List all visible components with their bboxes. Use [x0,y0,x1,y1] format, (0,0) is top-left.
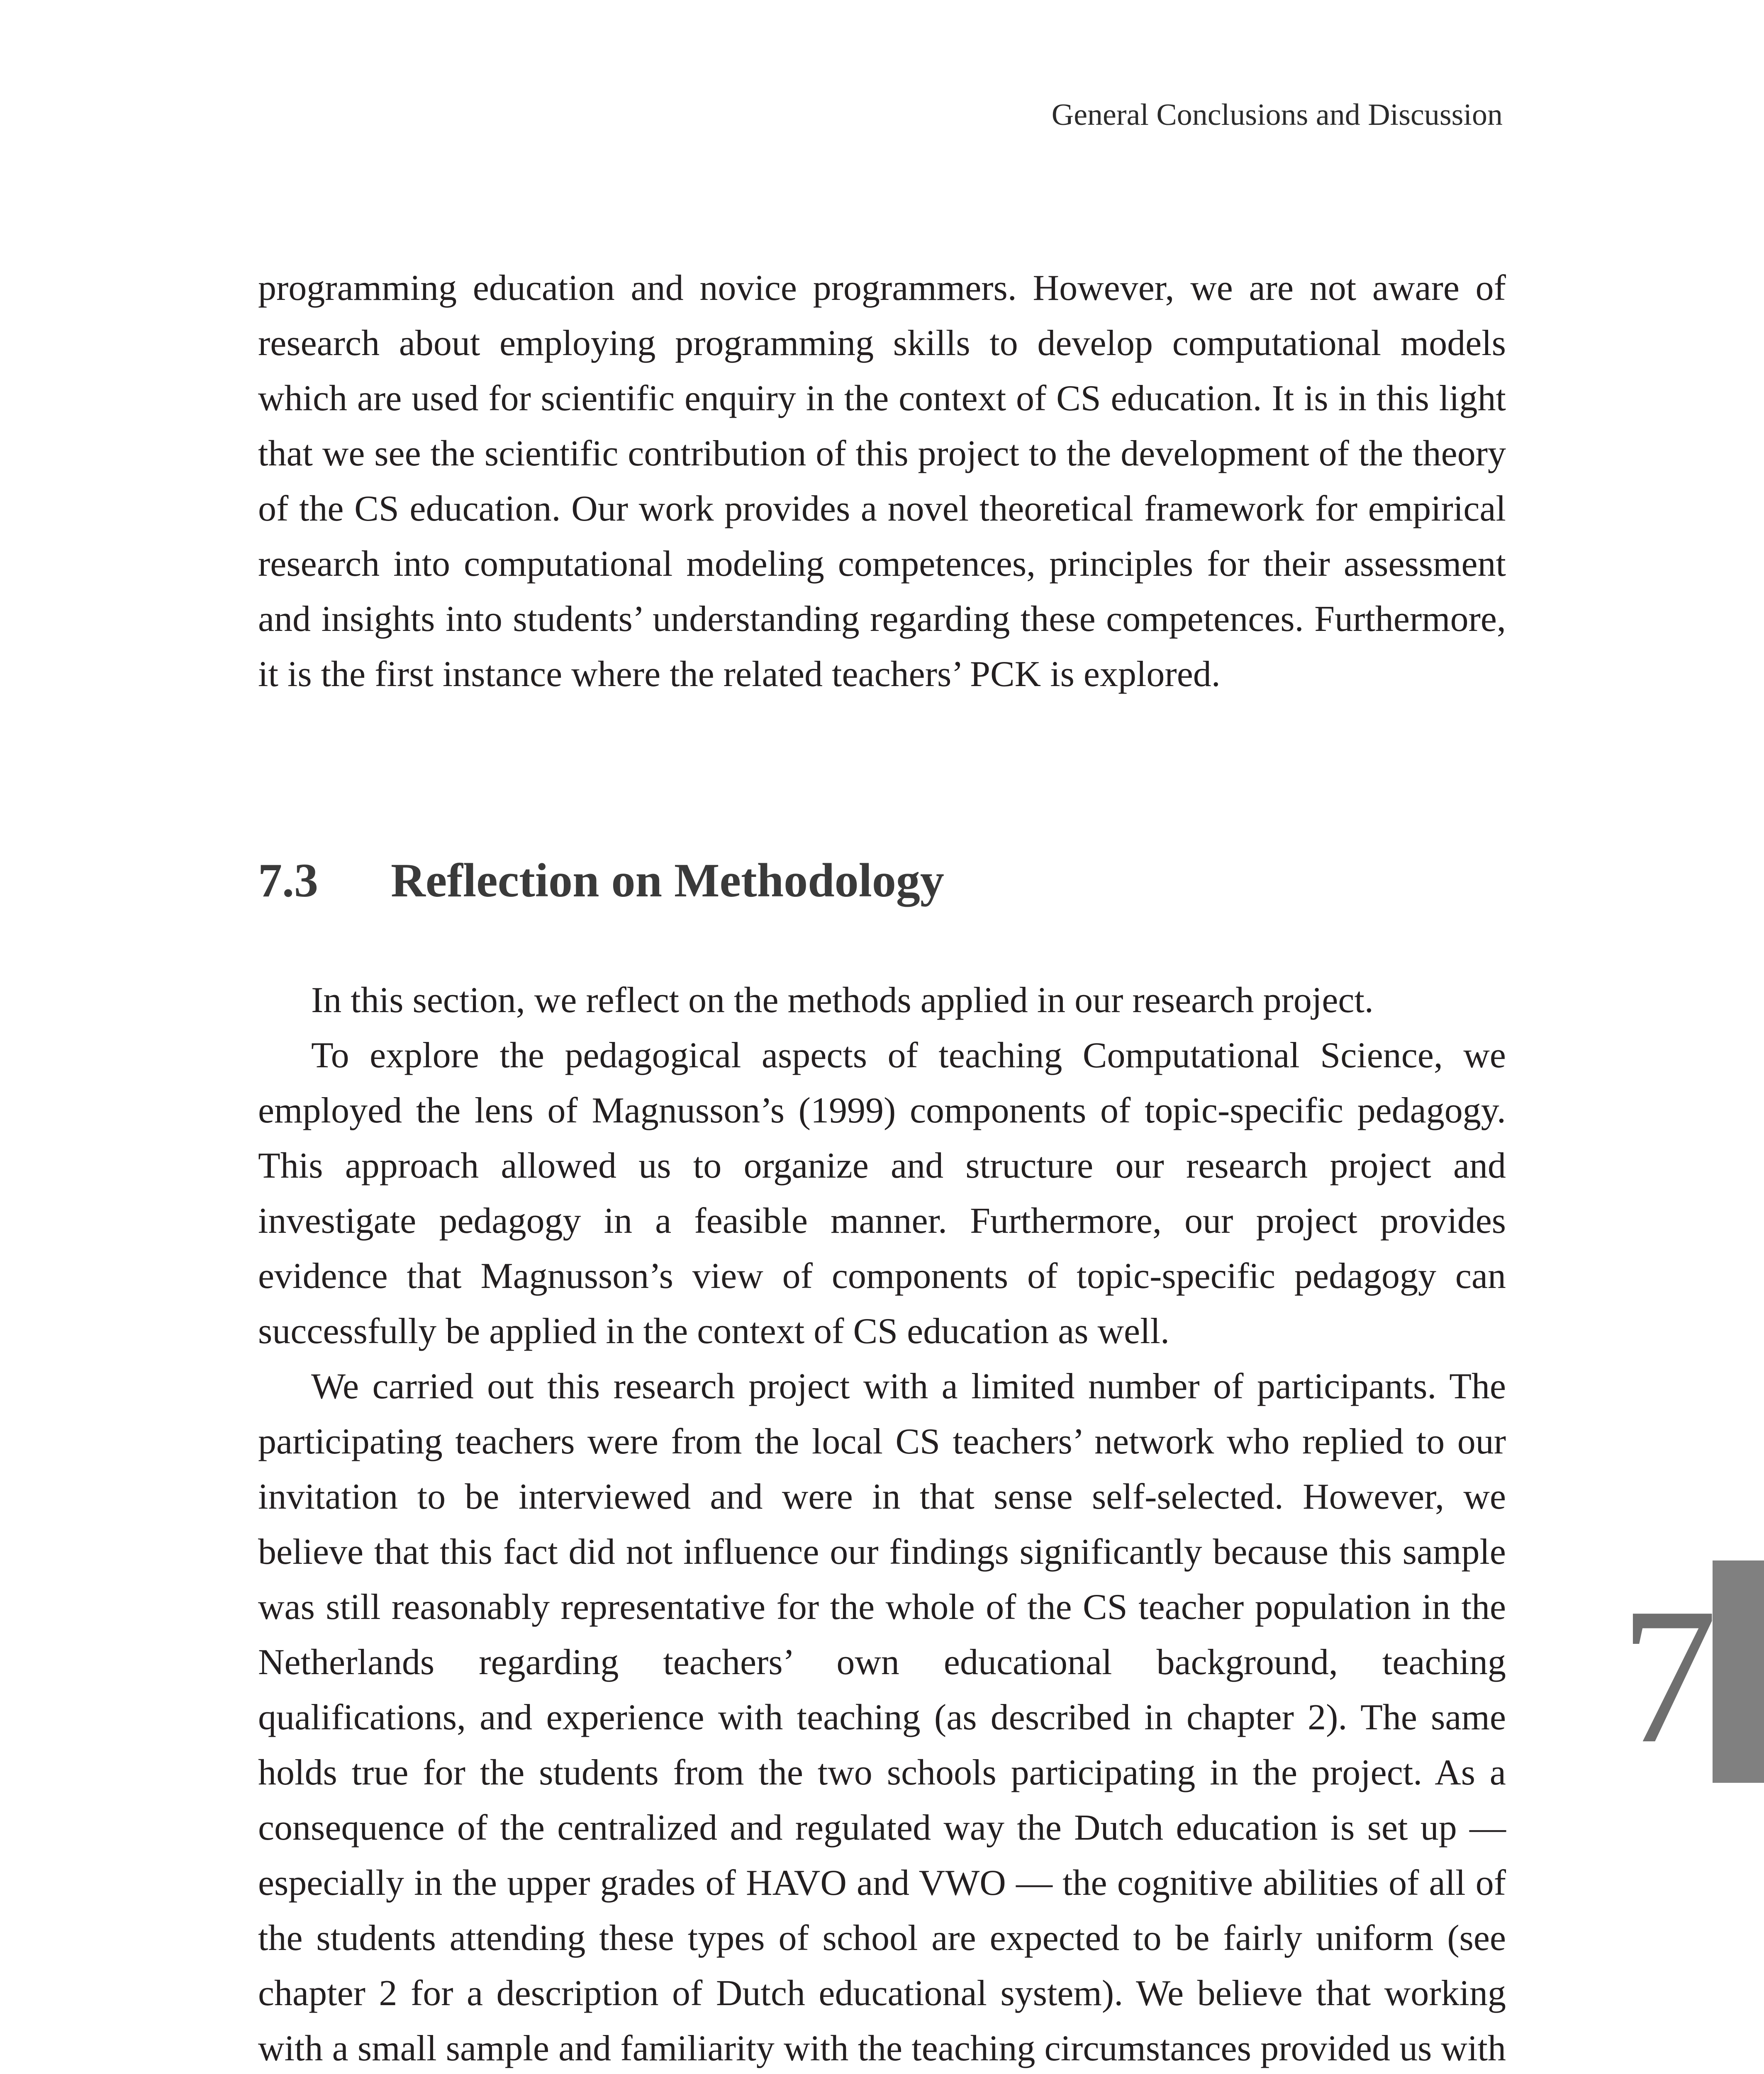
chapter-thumb-tab [1713,1560,1764,1783]
continued-paragraph [258,260,1506,702]
running-header: General Conclusions and Discussion [1051,98,1503,132]
paragraph-intro: In this section, we reflect on the methods applied in our research project. [311,980,1374,1020]
section-title: Reflection on Methodology [391,854,944,907]
paragraph-participants: We carried out this research project with a limited number of participants. The participating teachers were from the local CS teachers’ network who replied to our invitation to be interviewed and were in that sense self-selected. However, we believe that this fact did not influence our findings significantly because this sample was still reasonably representative for the whole of the CS teacher population in the Netherlands regarding teachers’ own educational background, teaching qualifications, and experience with teaching (as described in chapter 2). The same holds true for the students from the two schools participating in the project. As a consequence of the centralized and regulated way the Dutch education is set up — especially in the upper grades of HAVO and VWO — the cognitive abilities of all of the students attending these types of school are expected to be fairly uniform (see chapter 2 for a description of Dutch educational system). We believe that working with a small sample and familiarity with the teaching circumstances provided us with [258,1366,1506,2069]
paragraph-pedagogy: To explore the pedagogical aspects of teaching Computational Science, we employed the lens of Magnusson’s (1999) components of topic-specific pedagogy. This approach allowed us to organize and structure our research project and investigate pedagogy in a feasible manner. Furthermore, our project provides evidence that Magnusson’s view of components of topic-specific pedagogy can successfully be applied in the context of CS education as well. [258,1035,1506,1351]
section-number: 7.3 [258,854,318,907]
chapter-number: 7 [1620,1568,1718,1784]
paragraph: programming education and novice programmers. However, we are not aware of research about employing programming skills to develop computational models which are used for scientific enquiry in the context of CS education. It is in this light that we see the scientific contribution of this project to the development of the theory of the CS education. Our work provides a novel theoretical framework for empirical research into computational modeling competences, principles for their assessment and insights into students’ understanding regarding these competences. Furthermore, it is the first instance where the related teachers’ PCK is explored. [258,268,1506,694]
section-body [258,973,1506,2074]
section-heading [258,854,1506,908]
